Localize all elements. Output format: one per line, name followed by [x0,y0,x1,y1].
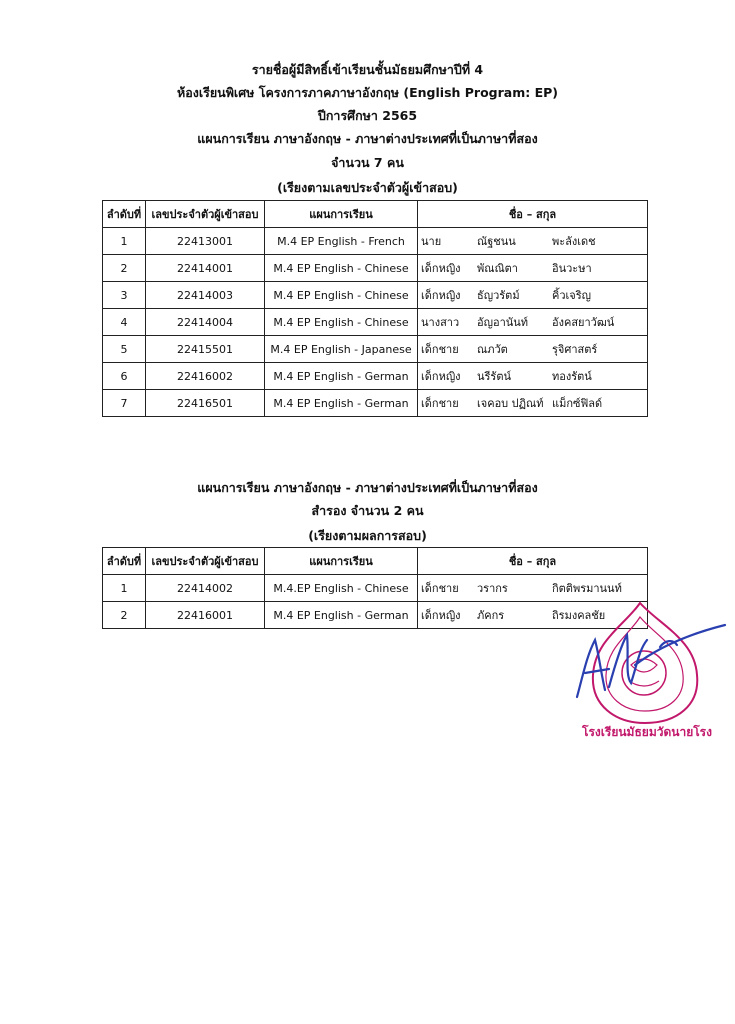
col-header-name: ชื่อ – สกุล [418,548,648,575]
reserve-count-line: สำรอง จำนวน 2 คน [311,503,424,518]
student-row [103,390,648,417]
stamp-text: โรงเรียนมัธยมวัดนายโรง [582,725,712,739]
name-title: เด็กชาย [421,397,459,410]
col-header-exam-id: เลขประจำตัวผู้เข้าสอบ [146,548,265,575]
exam-id-cell: 22416001 [146,602,265,629]
reserve-plan-title: แผนการเรียน ภาษาอังกฤษ - ภาษาต่างประเทศที่เป็นภาษาที่สอง [197,480,538,495]
row-number: 7 [103,390,146,417]
first-name: ธัญวรัตม์ [477,289,520,302]
student-row [103,309,648,336]
count-line: จำนวน 7 คน [331,155,404,170]
exam-id-cell: 22414002 [146,575,265,602]
name-title: เด็กหญิง [421,289,461,302]
first-name: ภัคกร [477,609,505,622]
last-name: แม็กซ์ฟิลด์ [552,397,603,410]
exam-id-cell: 22413001 [146,228,265,255]
first-name: อัญอานันท์ [477,316,529,329]
row-number: 2 [103,255,146,282]
row-number: 1 [103,228,146,255]
last-name: พะลังเดช [552,235,596,248]
name-title: เด็กหญิง [421,262,461,275]
first-name: วรากร [477,582,508,595]
student-row [103,228,648,255]
col-header-no: ลำดับที่ [103,201,146,228]
exam-id-cell: 22414003 [146,282,265,309]
name-title: เด็กชาย [421,582,459,595]
student-name-cell [418,228,648,255]
program-cell: M.4 EP English - German [265,602,418,629]
study-plan-title: แผนการเรียน ภาษาอังกฤษ - ภาษาต่างประเทศที่เป็นภาษาที่สอง [197,131,538,146]
student-name-cell [418,255,648,282]
exam-id-cell: 22416501 [146,390,265,417]
row-number: 4 [103,309,146,336]
exam-id-cell: 22414001 [146,255,265,282]
first-name: ณัฐชนน [477,235,516,248]
student-name-cell [418,336,648,363]
reserve-sort-note: (เรียงตามผลการสอบ) [308,528,427,543]
last-name: คิ้วเจริญ [552,289,592,302]
main-table [102,200,648,417]
program-cell: M.4 EP English - Chinese [265,282,418,309]
student-row [103,282,648,309]
student-row [103,336,648,363]
col-header-exam-id: เลขประจำตัวผู้เข้าสอบ [146,201,265,228]
title-line-2: ห้องเรียนพิเศษ โครงการภาคภาษาอังกฤษ (English Program: EP) [176,85,559,100]
first-name: พัณณิตา [477,262,518,275]
program-cell: M.4 EP English - German [265,363,418,390]
program-cell: M.4 EP English - German [265,390,418,417]
row-number: 3 [103,282,146,309]
student-name-cell [418,309,648,336]
program-cell: M.4 EP English - Chinese [265,309,418,336]
last-name: ทองรัตน์ [552,370,592,383]
sort-note: (เรียงตามเลขประจำตัวผู้เข้าสอบ) [277,180,458,195]
student-row [103,363,648,390]
program-cell: M.4 EP English - Chinese [265,255,418,282]
student-name-cell [418,363,648,390]
student-name-cell [418,390,648,417]
title-line-1: รายชื่อผู้มีสิทธิ์เข้าเรียนชั้นมัธยมศึกษาปีที่ 4 [251,62,484,77]
program-cell: M.4 EP English - French [265,228,418,255]
exam-id-cell: 22415501 [146,336,265,363]
first-name: นรีรัตน์ [477,370,511,383]
last-name: อินวะษา [552,262,592,275]
col-header-program: แผนการเรียน [265,201,418,228]
last-name: ถิรมงคลชัย [552,609,606,622]
program-cell: M.4.EP English - Chinese [265,575,418,602]
row-number: 2 [103,602,146,629]
program-cell: M.4 EP English - Japanese [265,336,418,363]
row-number: 6 [103,363,146,390]
name-title: นางสาว [421,316,460,329]
main-header-row [103,201,648,228]
col-header-name: ชื่อ – สกุล [418,201,648,228]
name-title: เด็กหญิง [421,609,461,622]
last-name: กิตติพรมานนท์ [552,582,622,595]
name-title: นาย [421,235,442,248]
name-title: เด็กชาย [421,343,459,356]
col-header-program: แผนการเรียน [265,548,418,575]
first-name: เจคอบ ปฏิณท์ [477,397,544,410]
col-header-no: ลำดับที่ [103,548,146,575]
exam-id-cell: 22414004 [146,309,265,336]
first-name: ณภวัต [477,343,508,356]
last-name: อังคสยาวัฒน์ [552,316,615,329]
name-title: เด็กหญิง [421,370,461,383]
exam-id-cell: 22416002 [146,363,265,390]
student-name-cell [418,282,648,309]
academic-year: ปีการศึกษา 2565 [317,108,418,123]
last-name: รุจิศาสตร์ [552,343,598,356]
student-row [103,255,648,282]
row-number: 5 [103,336,146,363]
reserve-header-row [103,548,648,575]
school-seal-stamp [565,595,730,745]
row-number: 1 [103,575,146,602]
